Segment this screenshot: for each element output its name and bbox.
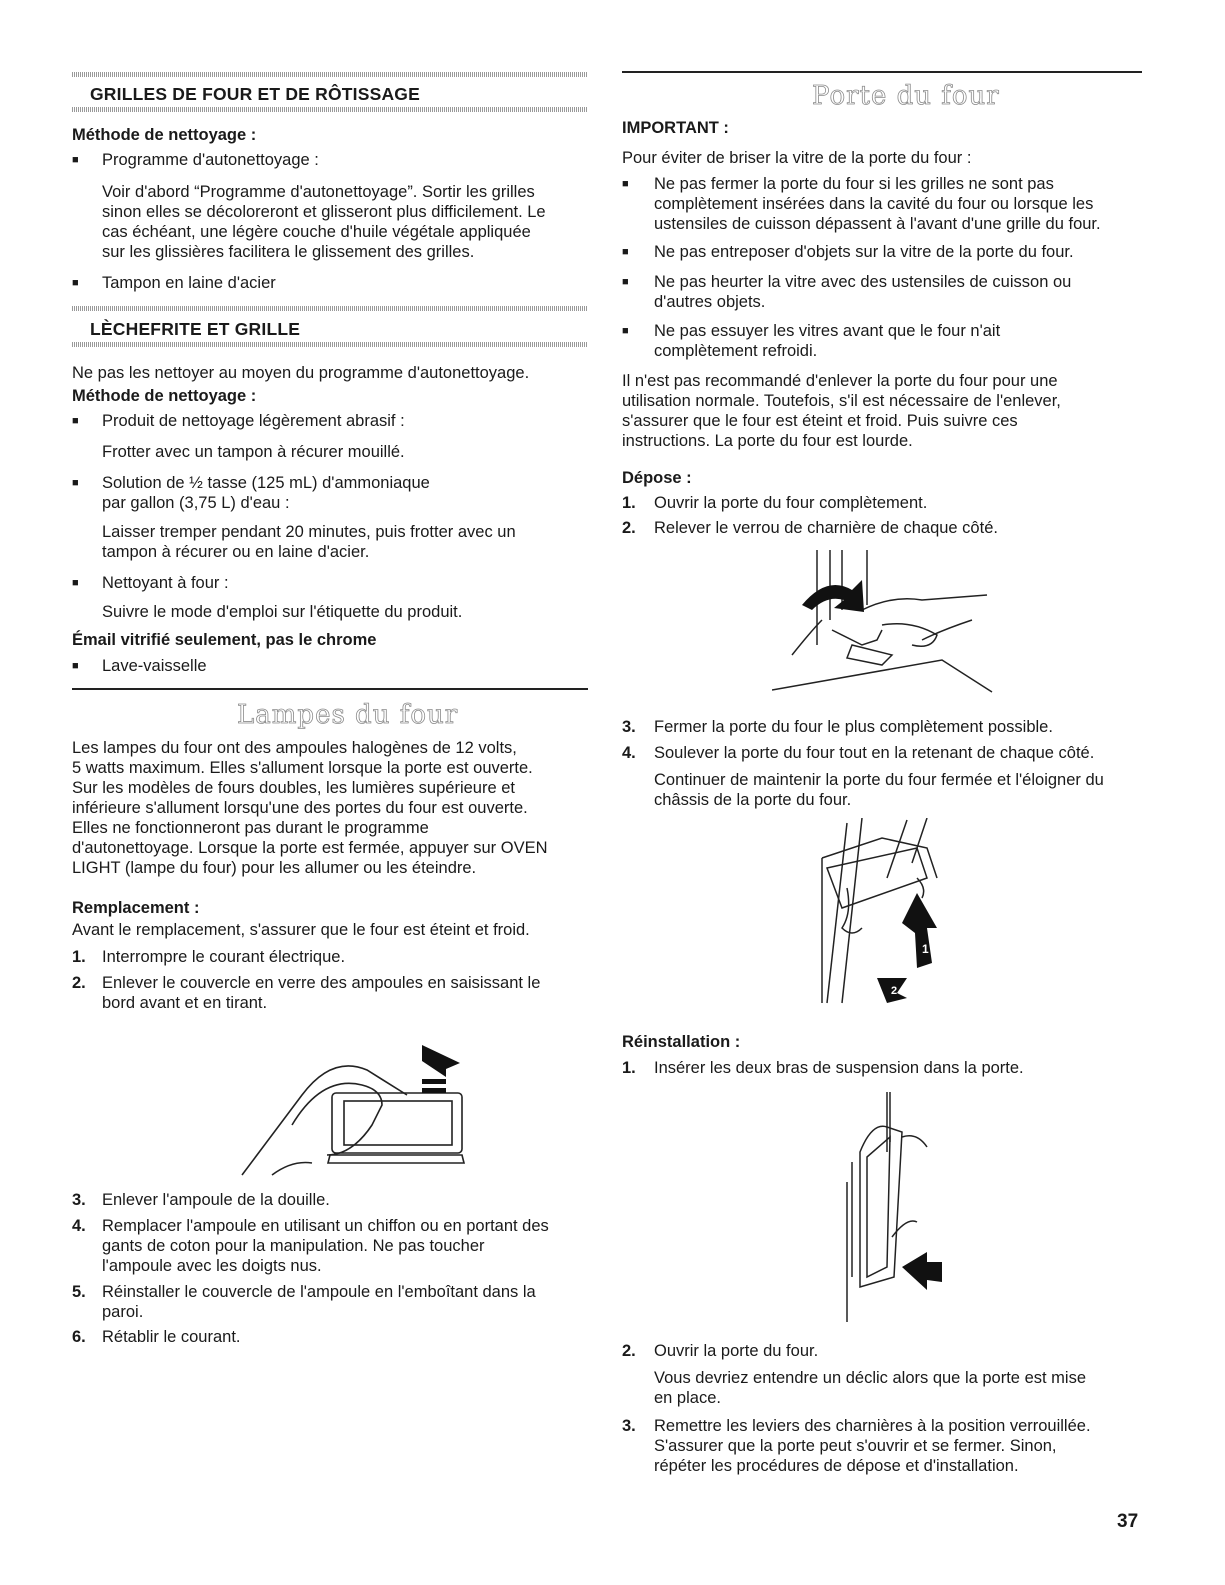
paragraph-line: Sur les modèles de fours doubles, les lumières supérieure et [72, 779, 515, 797]
list-item: Ne pas entreposer d'objets sur la vitre de la porte du four. [654, 243, 1074, 261]
step-number: 1. [622, 1059, 636, 1077]
figure-door-reinstall [832, 1092, 952, 1322]
paragraph-line: tampon à récurer ou en laine d'acier. [102, 543, 370, 561]
step-text: Interrompre le courant électrique. [102, 948, 346, 966]
paragraph-line: Frotter avec un tampon à récurer mouillé. [102, 443, 405, 461]
bullet-icon: ■ [622, 246, 629, 258]
step-text: Ouvrir la porte du four. [654, 1342, 819, 1360]
paragraph-line: Avant le remplacement, s'assurer que le four est éteint et froid. [72, 921, 530, 939]
paragraph-line: Elles ne fonctionneront pas durant le programme [72, 819, 429, 837]
subheading-email: Émail vitrifié seulement, pas le chrome [72, 631, 377, 649]
bullet-icon: ■ [622, 276, 629, 288]
step-text: Rétablir le courant. [102, 1328, 241, 1346]
paragraph-line: inférieure s'allument lorsqu'une des portes du four est ouverte. [72, 799, 528, 817]
subheading-depose: Dépose : [622, 469, 692, 487]
list-item: Ne pas heurter la vitre avec des ustensiles de cuisson ou [654, 273, 1072, 291]
paragraph-line: Vous devriez entendre un déclic alors que la porte est mise [654, 1369, 1086, 1387]
step-text: Remettre les leviers des charnières à la position verrouillée. [654, 1417, 1091, 1435]
section-title-lechefrite: LÈCHEFRITE ET GRILLE [90, 319, 301, 339]
section-band-top [72, 72, 588, 77]
step-text: Enlever l'ampoule de la douille. [102, 1191, 330, 1209]
list-item: par gallon (3,75 L) d'eau : [102, 494, 290, 512]
section-title-lampes: Lampes du four [237, 700, 459, 730]
list-item: d'autres objets. [654, 293, 766, 311]
paragraph-line: en place. [654, 1389, 721, 1407]
paragraph-line: 5 watts maximum. Elles s'allument lorsque la porte est ouverte. [72, 759, 533, 777]
step-number: 3. [622, 1417, 636, 1435]
paragraph-line: Pour éviter de briser la vitre de la porte du four : [622, 149, 972, 167]
list-item: Nettoyant à four : [102, 574, 229, 592]
list-item: ustensiles de cuisson dépassent à l'avant d'une grille du four. [654, 215, 1101, 233]
bullet-icon: ■ [72, 277, 79, 289]
paragraph-line: Voir d'abord “Programme d'autonettoyage”. Sortir les grilles [102, 183, 535, 201]
section-band-bottom [72, 342, 588, 347]
step-text: paroi. [102, 1303, 144, 1321]
figure-label: 2 [891, 985, 898, 997]
step-number: 1. [622, 494, 636, 512]
list-item: Programme d'autonettoyage : [102, 151, 319, 169]
step-text: gants de coton pour la manipulation. Ne pas toucher [102, 1237, 485, 1255]
list-item: Ne pas fermer la porte du four si les grilles ne sont pas [654, 175, 1054, 193]
step-text: répéter les procédures de dépose et d'installation. [654, 1457, 1019, 1475]
step-text: Réinstaller le couvercle de l'ampoule en l'emboîtant dans la [102, 1283, 536, 1301]
list-item: Solution de ½ tasse (125 mL) d'ammoniaque [102, 474, 430, 492]
important-heading: IMPORTANT : [622, 119, 729, 137]
list-item: Produit de nettoyage légèrement abrasif : [102, 412, 405, 430]
paragraph-line: cas échéant, une légère couche d'huile végétale appliquée [102, 223, 531, 241]
step-number: 4. [622, 744, 636, 762]
section-title-grilles: GRILLES DE FOUR ET DE RÔTISSAGE [90, 84, 420, 104]
step-number: 3. [72, 1191, 86, 1209]
paragraph-line: sinon elles se décoloreront et glisseront plus difficilement. Le [102, 203, 546, 221]
bullet-icon: ■ [72, 660, 79, 672]
list-item: Lave-vaisselle [102, 657, 207, 675]
section-band-top [72, 306, 588, 311]
section-title-porte: Porte du four [812, 81, 1000, 111]
paragraph-line: Ne pas les nettoyer au moyen du programme d'autonettoyage. [72, 364, 530, 382]
step-text: l'ampoule avec les doigts nus. [102, 1257, 322, 1275]
bullet-icon: ■ [72, 415, 79, 427]
paragraph-line: Suivre le mode d'emploi sur l'étiquette du produit. [102, 603, 463, 621]
bullet-icon: ■ [622, 325, 629, 337]
section-band-bottom [72, 107, 588, 112]
bullet-icon: ■ [622, 178, 629, 190]
step-number: 1. [72, 948, 86, 966]
list-item: Ne pas essuyer les vitres avant que le four n'ait [654, 322, 1001, 340]
step-number: 3. [622, 718, 636, 736]
list-item: complètement insérées dans la cavité du four ou lorsque les [654, 195, 1094, 213]
step-number: 2. [622, 1342, 636, 1360]
section-divider [72, 688, 588, 690]
figure-lamp-cover [232, 1035, 492, 1180]
figure-door-removal [807, 818, 947, 1008]
figure-label: 1 [922, 942, 929, 956]
step-number: 2. [72, 974, 86, 992]
step-number: 6. [72, 1328, 86, 1346]
paragraph-line: LIGHT (lampe du four) pour les allumer ou les éteindre. [72, 859, 477, 877]
paragraph-line: Laisser tremper pendant 20 minutes, puis frotter avec un [102, 523, 516, 541]
step-text: S'assurer que la porte peut s'ouvrir et se fermer. Sinon, [654, 1437, 1057, 1455]
step-text: Relever le verrou de charnière de chaque côté. [654, 519, 998, 537]
subheading-reinstallation: Réinstallation : [622, 1033, 741, 1051]
list-item: complètement refroidi. [654, 342, 818, 360]
paragraph-line: Les lampes du four ont des ampoules halogènes de 12 volts, [72, 739, 517, 757]
bullet-icon: ■ [72, 577, 79, 589]
step-text: Remplacer l'ampoule en utilisant un chiffon ou en portant des [102, 1217, 549, 1235]
paragraph-line: Il n'est pas recommandé d'enlever la porte du four pour une [622, 372, 1058, 390]
figure-hinge-lock [772, 550, 1002, 695]
step-text: bord avant et en tirant. [102, 994, 268, 1012]
paragraph-line: s'assurer que le four est éteint et froid. Puis suivre ces [622, 412, 1018, 430]
page-number: 37 [1117, 1511, 1139, 1532]
step-text: Enlever le couvercle en verre des ampoules en saisissant le [102, 974, 541, 992]
step-text: Soulever la porte du four tout en la retenant de chaque côté. [654, 744, 1095, 762]
paragraph-line: sur les glissières facilitera le glissement des grilles. [102, 243, 475, 261]
section-divider [622, 71, 1142, 73]
bullet-icon: ■ [72, 477, 79, 489]
bullet-icon: ■ [72, 154, 79, 166]
method-heading: Méthode de nettoyage : [72, 126, 257, 144]
subheading-remplacement: Remplacement : [72, 899, 200, 917]
step-text: Fermer la porte du four le plus complètement possible. [654, 718, 1053, 736]
list-item: Tampon en laine d'acier [102, 274, 276, 292]
paragraph-line: d'autonettoyage. Lorsque la porte est fermée, appuyer sur OVEN [72, 839, 548, 857]
paragraph-line: utilisation normale. Toutefois, s'il est nécessaire de l'enlever, [622, 392, 1061, 410]
method-heading: Méthode de nettoyage : [72, 387, 257, 405]
step-text: Insérer les deux bras de suspension dans la porte. [654, 1059, 1024, 1077]
paragraph-line: châssis de la porte du four. [654, 791, 852, 809]
paragraph-line: instructions. La porte du four est lourde. [622, 432, 913, 450]
paragraph-line: Continuer de maintenir la porte du four fermée et l'éloigner du [654, 771, 1104, 789]
step-number: 4. [72, 1217, 86, 1235]
step-text: Ouvrir la porte du four complètement. [654, 494, 928, 512]
step-number: 2. [622, 519, 636, 537]
step-number: 5. [72, 1283, 86, 1301]
